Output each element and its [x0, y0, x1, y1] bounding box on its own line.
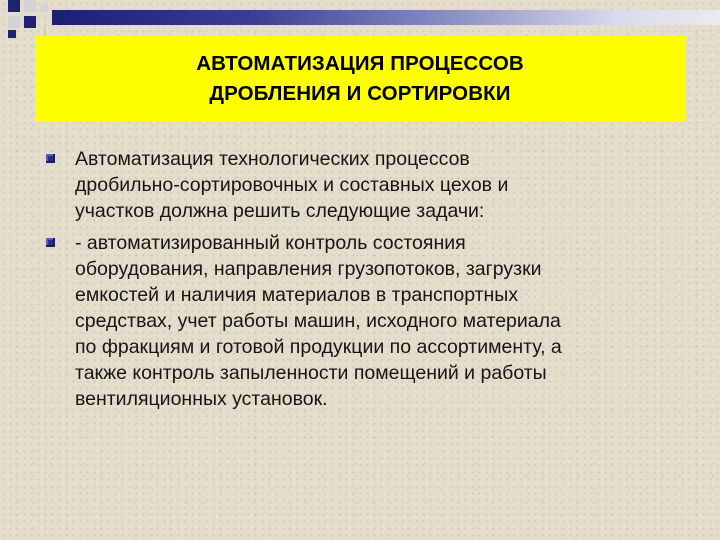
bullet-2-line-2: оборудования, направления грузопотоков, загрузки [75, 258, 542, 280]
slide-body [45, 146, 685, 418]
corner-square-navy-3 [8, 30, 16, 38]
bullet-square-icon [46, 154, 55, 163]
bullet-item-2 [45, 230, 685, 412]
corner-square-light-3 [40, 4, 48, 12]
bullet-2-line-4: средствах, учет работы машин, исходного материала [75, 310, 561, 332]
corner-square-light-2 [8, 16, 20, 28]
bullet-2-line-5: по фракциям и готовой продукции по ассортименту, а [75, 336, 562, 358]
bullet-1-line-1: Автоматизация технологических процессов [75, 148, 470, 170]
corner-square-navy-2 [24, 16, 36, 28]
corner-square-navy-1 [8, 0, 20, 12]
bullet-1-line-2: дробильно-сортировочных и составных цехов и [75, 174, 509, 196]
bullet-2-line-7: вентиляционных установок. [75, 388, 328, 410]
bullet-2-line-1: - автоматизированный контроль состояния [75, 232, 466, 254]
slide-title-box [35, 36, 685, 122]
slide-title-line-2: ДРОБЛЕНИЯ И СОРТИРОВКИ [209, 82, 511, 105]
header-banner-bar [52, 10, 720, 25]
bullet-2-line-3: емкостей и наличия материалов в транспортных [75, 284, 519, 306]
bullet-square-icon [46, 238, 55, 247]
slide-title-line-1: АВТОМАТИЗАЦИЯ ПРОЦЕССОВ [196, 52, 524, 75]
bullet-1-line-3: участков должна решить следующие задачи: [75, 200, 485, 222]
bullet-item-1 [45, 146, 685, 224]
corner-square-light-1 [24, 0, 36, 12]
bullet-2-line-6: также контроль запыленности помещений и работы [75, 362, 547, 384]
